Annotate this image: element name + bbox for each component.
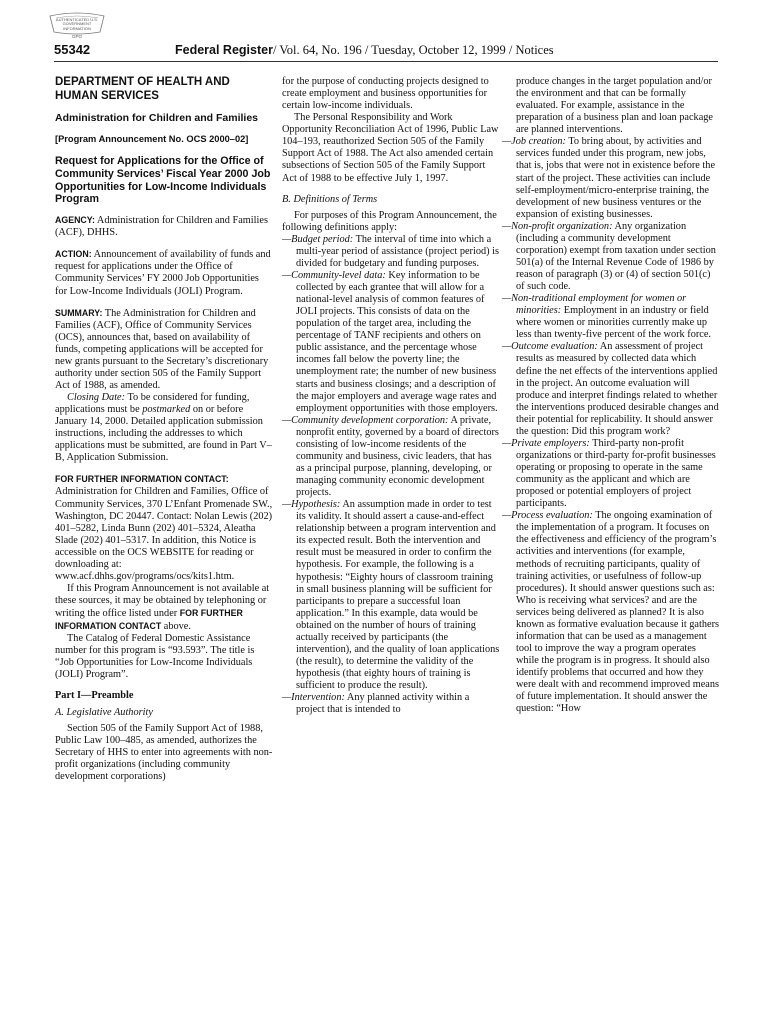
contact-label: FOR FURTHER INFORMATION CONTACT:	[55, 474, 229, 485]
column-1	[55, 76, 273, 783]
column-2	[282, 76, 500, 716]
agency-paragraph	[55, 214, 273, 239]
prwora-paragraph: The Personal Responsibility and Work Opportunity Reconciliation Act of 1996, Public Law 104–193, reauthorized Section 505 of the Family Support Act of 1988. The Act also amended certain subsections of Section 505 of the Family Support Act of 1988 to be effective July 1, 1997.	[282, 112, 499, 184]
term-intervention: —Intervention:	[282, 692, 345, 704]
issue-info: / Vol. 64, No. 196 / Tuesday, October 12, 1999 / Notices	[272, 43, 554, 57]
running-header	[175, 43, 554, 58]
summary-text: The Administration for Children and Families (ACF), Office of Community Services (OCS), announces that, based on availability of funds, competing applications will be accepted for new grants pursuant to the Secretary’s discretionary authority under section 505 of the Family Support Act of 1988, as amended.	[55, 307, 269, 391]
header-rule	[54, 61, 718, 62]
notice-title: Request for Applications for the Office of Community Services’ Fiscal Year 2000 Job Opportunities for Low-Income Individuals Program	[55, 155, 271, 206]
definition-non-profit-organization	[502, 221, 720, 293]
term-outcome-evaluation: —Outcome evaluation:	[502, 341, 598, 353]
column-3	[502, 76, 720, 715]
definition-private-employers	[502, 438, 720, 510]
contact-text: Administration for Children and Families, Office of Community Services, 370 L’Enfant Promenade SW., Washington, DC 20447. Contact: Nolan Lewis (202) 401–5282, Linda Bunn (202) 401–5324, Aleatha Slade (202) 401–5317. In addition, this Notice is accessible on the OCS WEBSITE for reading or downloading at: www.acf.dhhs.gov/programs/ocs/kits1.htm.	[55, 486, 273, 582]
closing-date-text: To be considered for funding, applications must be	[55, 392, 250, 416]
catalog-paragraph: The Catalog of Federal Domestic Assistance number for this program is “93.593”. The title is “Job Opportunities for Low-Income Individuals (JOLI) Program”.	[55, 633, 255, 681]
definition-text: The interval of time into which a multi-year period of assistance (project period) is divided for budgetary and funding purposes.	[296, 233, 500, 269]
definition-text: Key information to be collected by each grantee that will allow for a national-level analysis of common features of JOLI projects. This consists of data on the population of the target area, including the percentage of TANF recipients and others on public assistance, and the percentage whose incomes fall below the poverty line; the unemployment rate; the number of new business starts and business closings; and a description of the major employers and average wage rates and employment opportunities with those employers.	[296, 269, 498, 414]
definition-outcome-evaluation	[502, 341, 720, 438]
summary-paragraph	[55, 307, 273, 392]
definition-text: Third-party non-profit organizations or third-party for-profit businesses operating or proposing to operate in the same community as the applicant and which are proposed or potential employers of project participants.	[516, 437, 716, 510]
department-heading: DEPARTMENT OF HEALTH AND HUMAN SERVICES	[55, 76, 230, 102]
action-text: Announcement of availability of funds and request for applications under the Office of Community Services’ FY 2000 Job Opportunities for Low-Income Individuals (JOLI) Program.	[55, 249, 271, 297]
closing-date-paragraph	[55, 392, 273, 464]
definition-budget-period	[282, 234, 500, 270]
definition-text: Any planned activity within a project that is intended to	[296, 692, 470, 716]
definition-community-level-data	[282, 270, 500, 415]
action-paragraph	[55, 248, 273, 297]
definition-intervention-continued: produce changes in the target population and/or the environment and that can be formally evaluated. For example, assistance in the preparation of a business plan and loan package are planned interventions.	[516, 76, 713, 136]
contact-paragraph	[55, 473, 273, 583]
logo-gpo-label: GPO	[71, 34, 82, 39]
agency-heading: Administration for Children and Families	[55, 112, 259, 124]
definition-non-traditional-employment	[502, 293, 720, 341]
gpo-authentication-logo	[46, 12, 108, 40]
program-announcement-number: [Program Announcement No. OCS 2000–02]	[55, 134, 249, 144]
postmarked-emphasis: postmarked	[142, 404, 191, 416]
availability-paragraph	[55, 583, 273, 633]
agency-text: Administration for Children and Families (ACF), DHHS.	[55, 215, 268, 239]
definition-text: An assessment of project results as measured by collected data which define the net effects of the interventions applied in the project. An outcome evaluation will produce and interpret findings related to whether the interventions produced desirable changes and their potential for replicability. It should answer the question: Did this program work?	[516, 341, 719, 437]
definition-text: A private, nonprofit entity, governed by a board of directors consisting of low-income residents of the community and business, civic leaders, that has as a principal purpose, planning, developing, or managing community economic development projects.	[296, 414, 499, 499]
term-process-evaluation: —Process evaluation:	[502, 510, 593, 522]
closing-date-label: Closing Date:	[67, 392, 126, 403]
availability-text: If this Program Announcement is not available at these sources, it may be obtained by telephoning or writing the office listed under	[55, 582, 270, 620]
page-number: 55342	[54, 42, 91, 57]
part-1-heading: Part I—Preamble	[55, 690, 134, 702]
definition-job-creation	[502, 136, 720, 220]
summary-label: SUMMARY:	[55, 307, 103, 318]
legislative-authority-continued: for the purpose of conducting projects designed to create employment and business opportunities for certain low-income individuals.	[282, 76, 489, 112]
journal-name: Federal Register	[175, 43, 273, 57]
contact-reference-label: FOR FURTHER INFORMATION CONTACT	[55, 608, 243, 632]
action-label: ACTION:	[55, 249, 92, 260]
agency-label: AGENCY:	[55, 215, 95, 226]
term-budget-period: —Budget period:	[282, 233, 354, 245]
availability-text-end: above.	[161, 621, 191, 633]
definitions-heading: B. Definitions of Terms	[282, 193, 378, 205]
term-hypothesis: —Hypothesis:	[282, 499, 341, 511]
definition-text: An assumption made in order to test its validity. It should assert a cause-and-effect relationship between a program intervention and its expected result. Both the intervention and result must be measured in order to confirm the hypothesis. For example, the following is a hypothesis: “Eighty hours of classroom training in small business planning will be sufficient for participants to prepare a successful loan application.” In this example, data would be obtained on the number of hours of training actually received by participants (the intervention), and the quality of loan applications (the result), to determine the validity of the hypothesis (that eighty hours of training is sufficient to produce the result).	[296, 499, 500, 692]
term-non-traditional-employment: —Non-traditional employment for women or minorities:	[502, 293, 687, 317]
definition-text: To bring about, by activities and services funded under this program, new jobs, that is, jobs that were not in existence before the start of the project. These activities can include self-employment/micro-enterprise training, the development of new business ventures or the expansion of existing businesses.	[516, 136, 716, 220]
legislative-authority-text: Section 505 of the Family Support Act of 1988, Public Law 100–485, as amended, authorizes the Secretary of HHS to enter into agreements with non-profit organizations (including community development corporations)	[55, 722, 273, 782]
logo-caption: AUTHENTICATED U.S. GOVERNMENT INFORMATION	[55, 17, 99, 31]
definition-text: Any organization (including a community development corporation) exempt from taxation under section 501(a) of the Internal Revenue Code of 1986 by reason of paragraph (3) or (4) of section 501(c) of such code.	[516, 220, 716, 293]
definition-intervention	[282, 692, 500, 716]
definition-hypothesis	[282, 499, 500, 692]
definition-community-development-corporation	[282, 415, 500, 499]
definitions-intro: For purposes of this Program Announcement, the following definitions apply:	[282, 209, 497, 233]
term-private-employers: —Private employers:	[502, 437, 590, 449]
definition-process-evaluation	[502, 510, 720, 715]
term-job-creation: —Job creation:	[502, 136, 566, 148]
definition-text: Employment in an industry or field where women or minorities currently make up less than twenty-five percent of the work force.	[516, 305, 711, 341]
definition-text: The ongoing examination of the implementation of a program. It focuses on the effectiveness and efficiency of the program’s activities and interventions (for example, methods of recruiting participants, quality of training activities, or usefulness of follow-up procedures). It should answer questions such as: Who is receiving what services? and are the services being delivered as planned? It is also known as formative evaluation because it gathers information that can be used as a management tool to improve the way a program operates while the program is in progress. It should also identify problems that occurred and how they were dealt with and recommend improved means of future implementation. It should answer the question: “How	[516, 510, 720, 715]
term-non-profit-organization: —Non-profit organization:	[502, 220, 613, 232]
term-community-development-corporation: —Community development corporation:	[282, 414, 449, 426]
legislative-authority-heading: A. Legislative Authority	[55, 706, 153, 718]
closing-date-text-continued: on or before January 14, 2000. Detailed application submission instructions, including the addresses to which applications must be submitted, are found in Part V–B, Application Submission.	[55, 404, 272, 464]
term-community-level-data: —Community-level data:	[282, 269, 386, 281]
